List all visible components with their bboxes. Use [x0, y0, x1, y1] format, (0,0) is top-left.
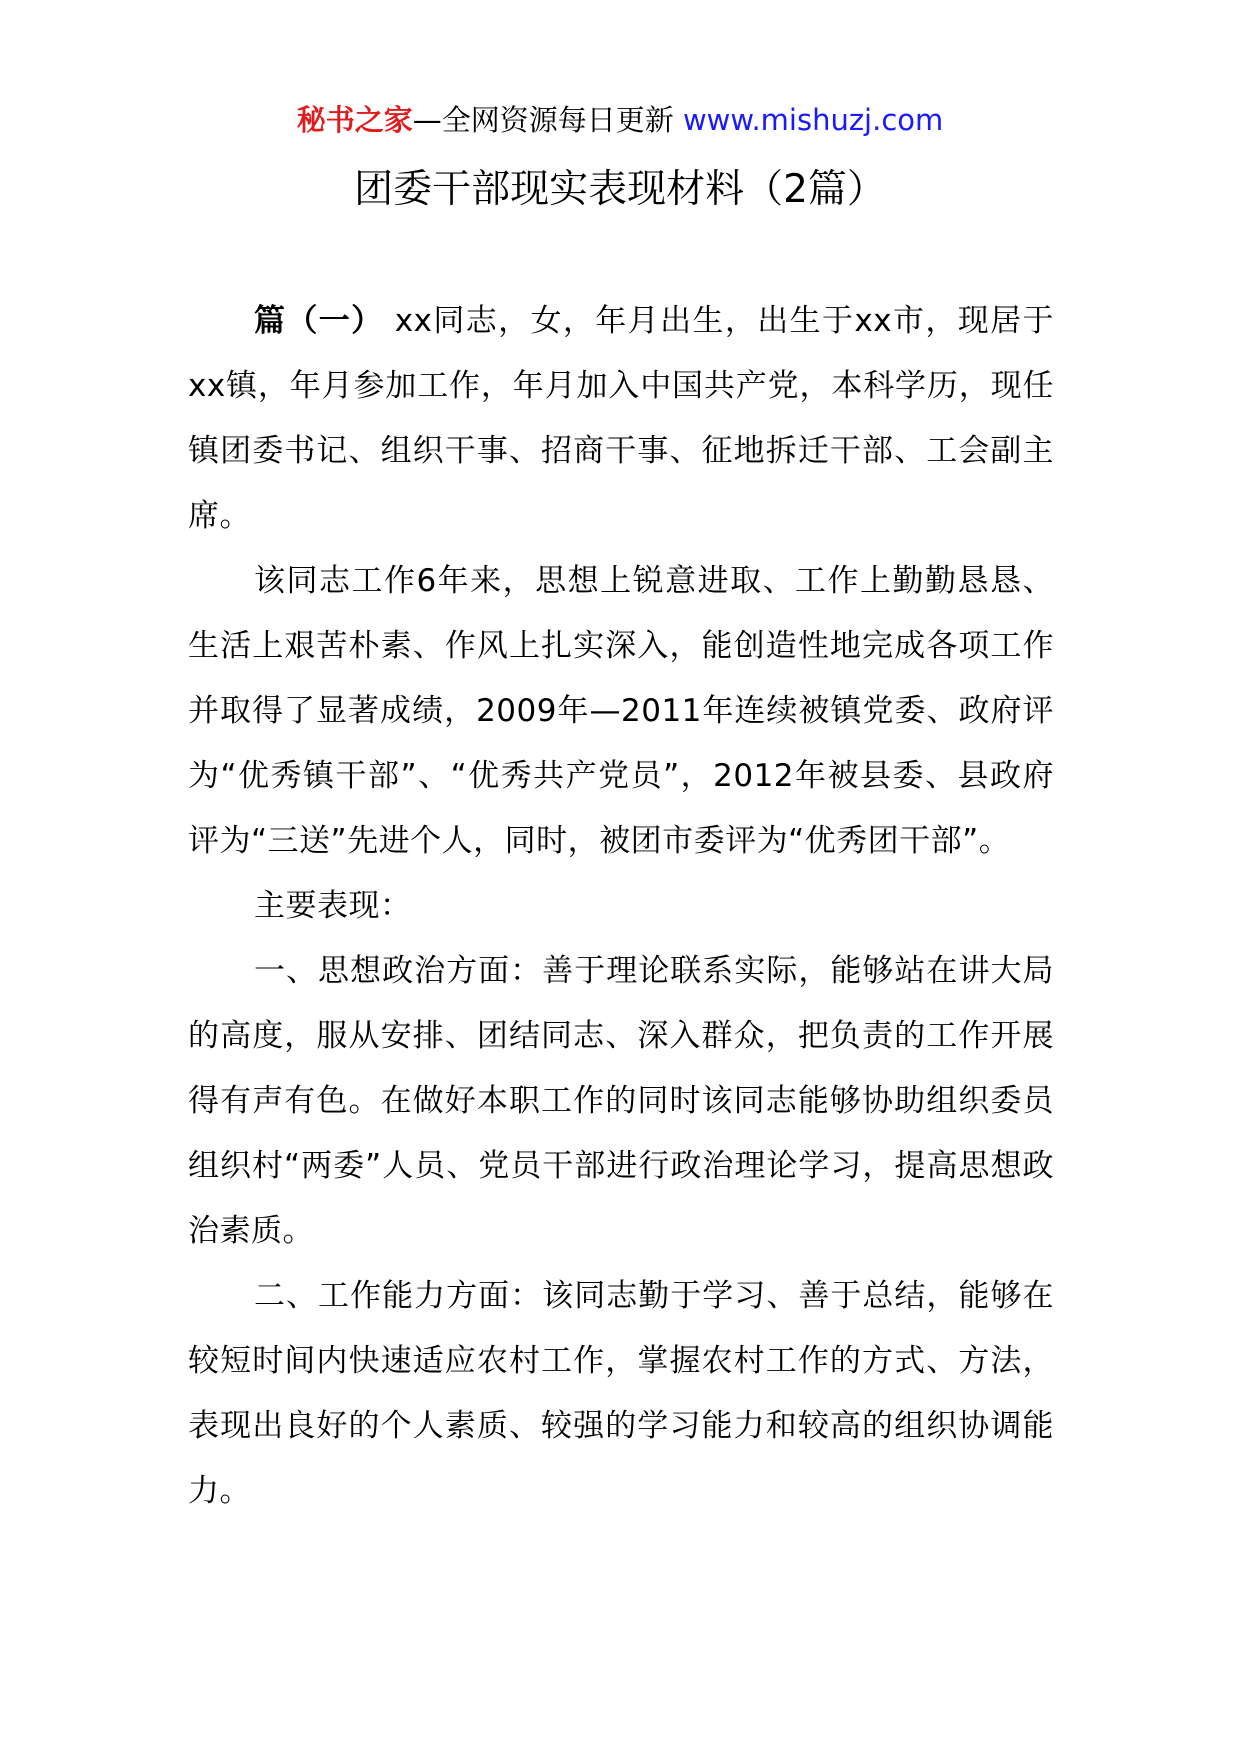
- site-brand: 秘书之家: [296, 103, 413, 137]
- paragraph-5: 二、工作能力方面：该同志勤于学习、善于总结，能够在较短时间内快速适应农村工作，掌握农村工作的方式、方法，表现出良好的个人素质、较强的学习能力和较高的组织协调能力。: [188, 1278, 1054, 1509]
- paragraph-3: 主要表现：: [254, 888, 412, 924]
- document-body: [188, 289, 1054, 1524]
- section-heading-part-one: 篇（一）: [254, 303, 384, 339]
- site-header: [0, 100, 1240, 140]
- paragraph-2: 该同志工作6年来，思想上锐意进取、工作上勤勤恳恳、生活上艰苦朴素、作风上扎实深入，能创造性地完成各项工作并取得了显著成绩，2009年—2011年连续被镇党委、政府评为“优秀镇干部”、“优秀共产党员”，2012年被县委、县政府评为“三送”先进个人，同时，被团市委评为“优秀团干部”。: [188, 563, 1054, 859]
- site-url-link[interactable]: www.mishuzj.com: [682, 103, 944, 137]
- paragraph-4: 一、思想政治方面：善于理论联系实际，能够站在讲大局的高度，服从安排、团结同志、深入群众，把负责的工作开展得有声有色。在做好本职工作的同时该同志能够协助组织委员组织村“两委”人员、党员干部进行政治理论学习，提高思想政治素质。: [188, 953, 1054, 1249]
- paragraph-1-text: xx同志，女，年月出生，出生于xx市，现居于xx镇，年月参加工作，年月加入中国共产党，本科学历，现任镇团委书记、组织干事、招商干事、征地拆迁干部、工会副主席。: [188, 303, 1055, 534]
- site-slogan: —全网资源每日更新: [412, 103, 674, 137]
- document-title: 团委干部现实表现材料（2篇）: [354, 167, 886, 212]
- paragraph-1: [188, 289, 1054, 549]
